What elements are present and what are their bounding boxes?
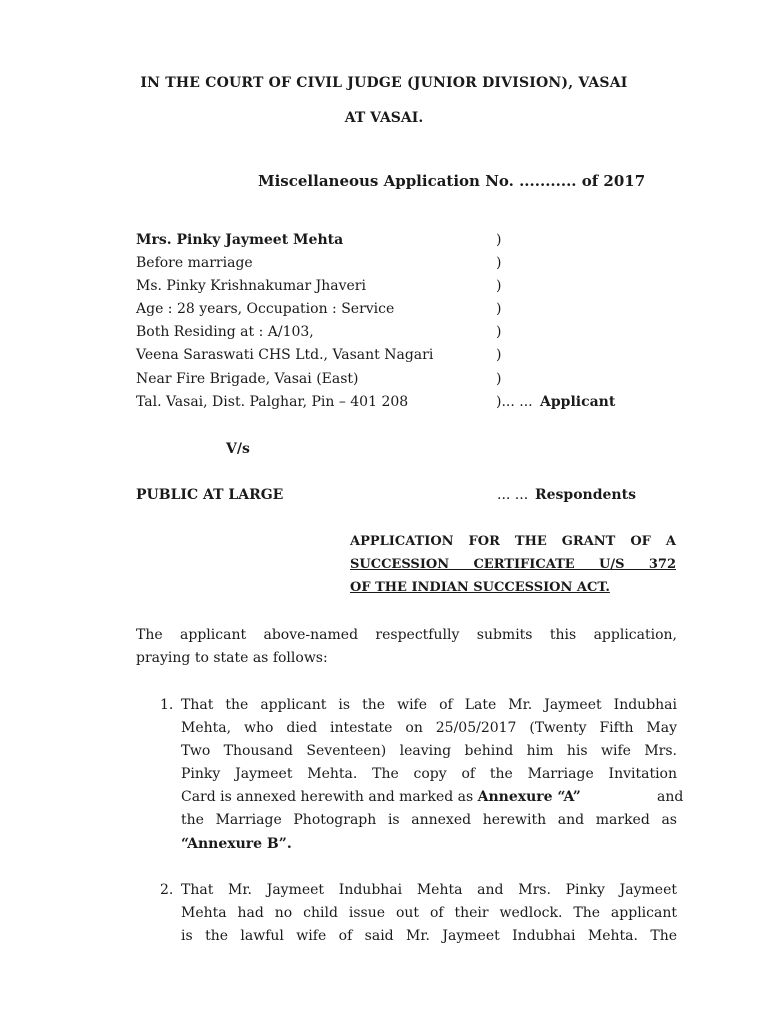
paragraph-text: the Marriage Photograph is annexed herewith and marked as bbox=[181, 812, 677, 828]
annexure-a-reference: Annexure “A” bbox=[477, 789, 581, 805]
paragraph-text: Mehta, who died intestate on 25/05/2017 (Twenty Fifth May bbox=[181, 720, 677, 736]
paragraph-text bbox=[181, 835, 292, 853]
paragraph-text: Two Thousand Seventeen) leaving behind him his wife Mrs. bbox=[181, 743, 677, 759]
paragraph-number: 2. bbox=[160, 882, 174, 898]
bracket: ) bbox=[496, 301, 502, 317]
applicant-line: Before marriage bbox=[136, 255, 253, 271]
bracket: ) bbox=[496, 347, 502, 363]
applicant-line: Both Residing at : A/103, bbox=[136, 324, 314, 340]
paragraph-text: That the applicant is the wife of Late Mr. Jaymeet Indubhai bbox=[181, 697, 677, 713]
paragraph-number: 1. bbox=[160, 697, 174, 713]
respondent-role: Respondents bbox=[535, 487, 636, 503]
annexure-b-reference: “Annexure B” bbox=[181, 836, 287, 852]
bracket: ) bbox=[496, 324, 502, 340]
application-heading-line: OF THE INDIAN SUCCESSION ACT. bbox=[350, 580, 610, 595]
versus: V/s bbox=[226, 441, 250, 457]
bracket: ) bbox=[496, 255, 502, 271]
paragraph-text: is the lawful wife of said Mr. Jaymeet Indubhai Mehta. The bbox=[181, 928, 677, 944]
respondent-dots: ... ... bbox=[497, 487, 529, 503]
applicant-line: Near Fire Brigade, Vasai (East) bbox=[136, 371, 359, 387]
applicant-line: Veena Saraswati CHS Ltd., Vasant Nagari bbox=[136, 347, 434, 363]
applicant-name: Mrs. Pinky Jaymeet Mehta bbox=[136, 232, 344, 248]
intro-text: The applicant above-named respectfully submits this application, bbox=[136, 627, 677, 643]
paragraph-text bbox=[181, 788, 684, 806]
applicant-line: Age : 28 years, Occupation : Service bbox=[136, 301, 395, 317]
respondent-name: PUBLIC AT LARGE bbox=[136, 487, 284, 503]
paragraph-text-segment: and bbox=[657, 789, 684, 805]
applicant-line: Ms. Pinky Krishnakumar Jhaveri bbox=[136, 278, 366, 294]
application-heading-line: SUCCESSION CERTIFICATE U/S 372 bbox=[350, 557, 676, 572]
paragraph-text-segment: . bbox=[286, 836, 292, 852]
court-place: AT VASAI. bbox=[344, 110, 424, 126]
court-title: IN THE COURT OF CIVIL JUDGE (JUNIOR DIVISION), VASAI bbox=[140, 75, 628, 91]
bracket: ) bbox=[496, 278, 502, 294]
paragraph-text-segment: Card is annexed herewith and marked as bbox=[181, 789, 474, 805]
application-heading-line: APPLICATION FOR THE GRANT OF A bbox=[350, 534, 676, 549]
applicant-line: Tal. Vasai, Dist. Palghar, Pin – 401 208 bbox=[136, 394, 409, 410]
paragraph-text: Pinky Jaymeet Mehta. The copy of the Marriage Invitation bbox=[181, 766, 677, 782]
bracket: ) bbox=[496, 232, 502, 248]
bracket-with-dots: )... ... bbox=[496, 394, 533, 410]
application-number: Miscellaneous Application No. ........... of 2017 bbox=[258, 172, 646, 190]
applicant-role: Applicant bbox=[540, 394, 616, 410]
bracket: ) bbox=[496, 371, 502, 387]
intro-text: praying to state as follows: bbox=[136, 650, 328, 666]
paragraph-text: That Mr. Jaymeet Indubhai Mehta and Mrs. Pinky Jaymeet bbox=[181, 882, 677, 898]
paragraph-text: Mehta had no child issue out of their wedlock. The applicant bbox=[181, 905, 677, 921]
